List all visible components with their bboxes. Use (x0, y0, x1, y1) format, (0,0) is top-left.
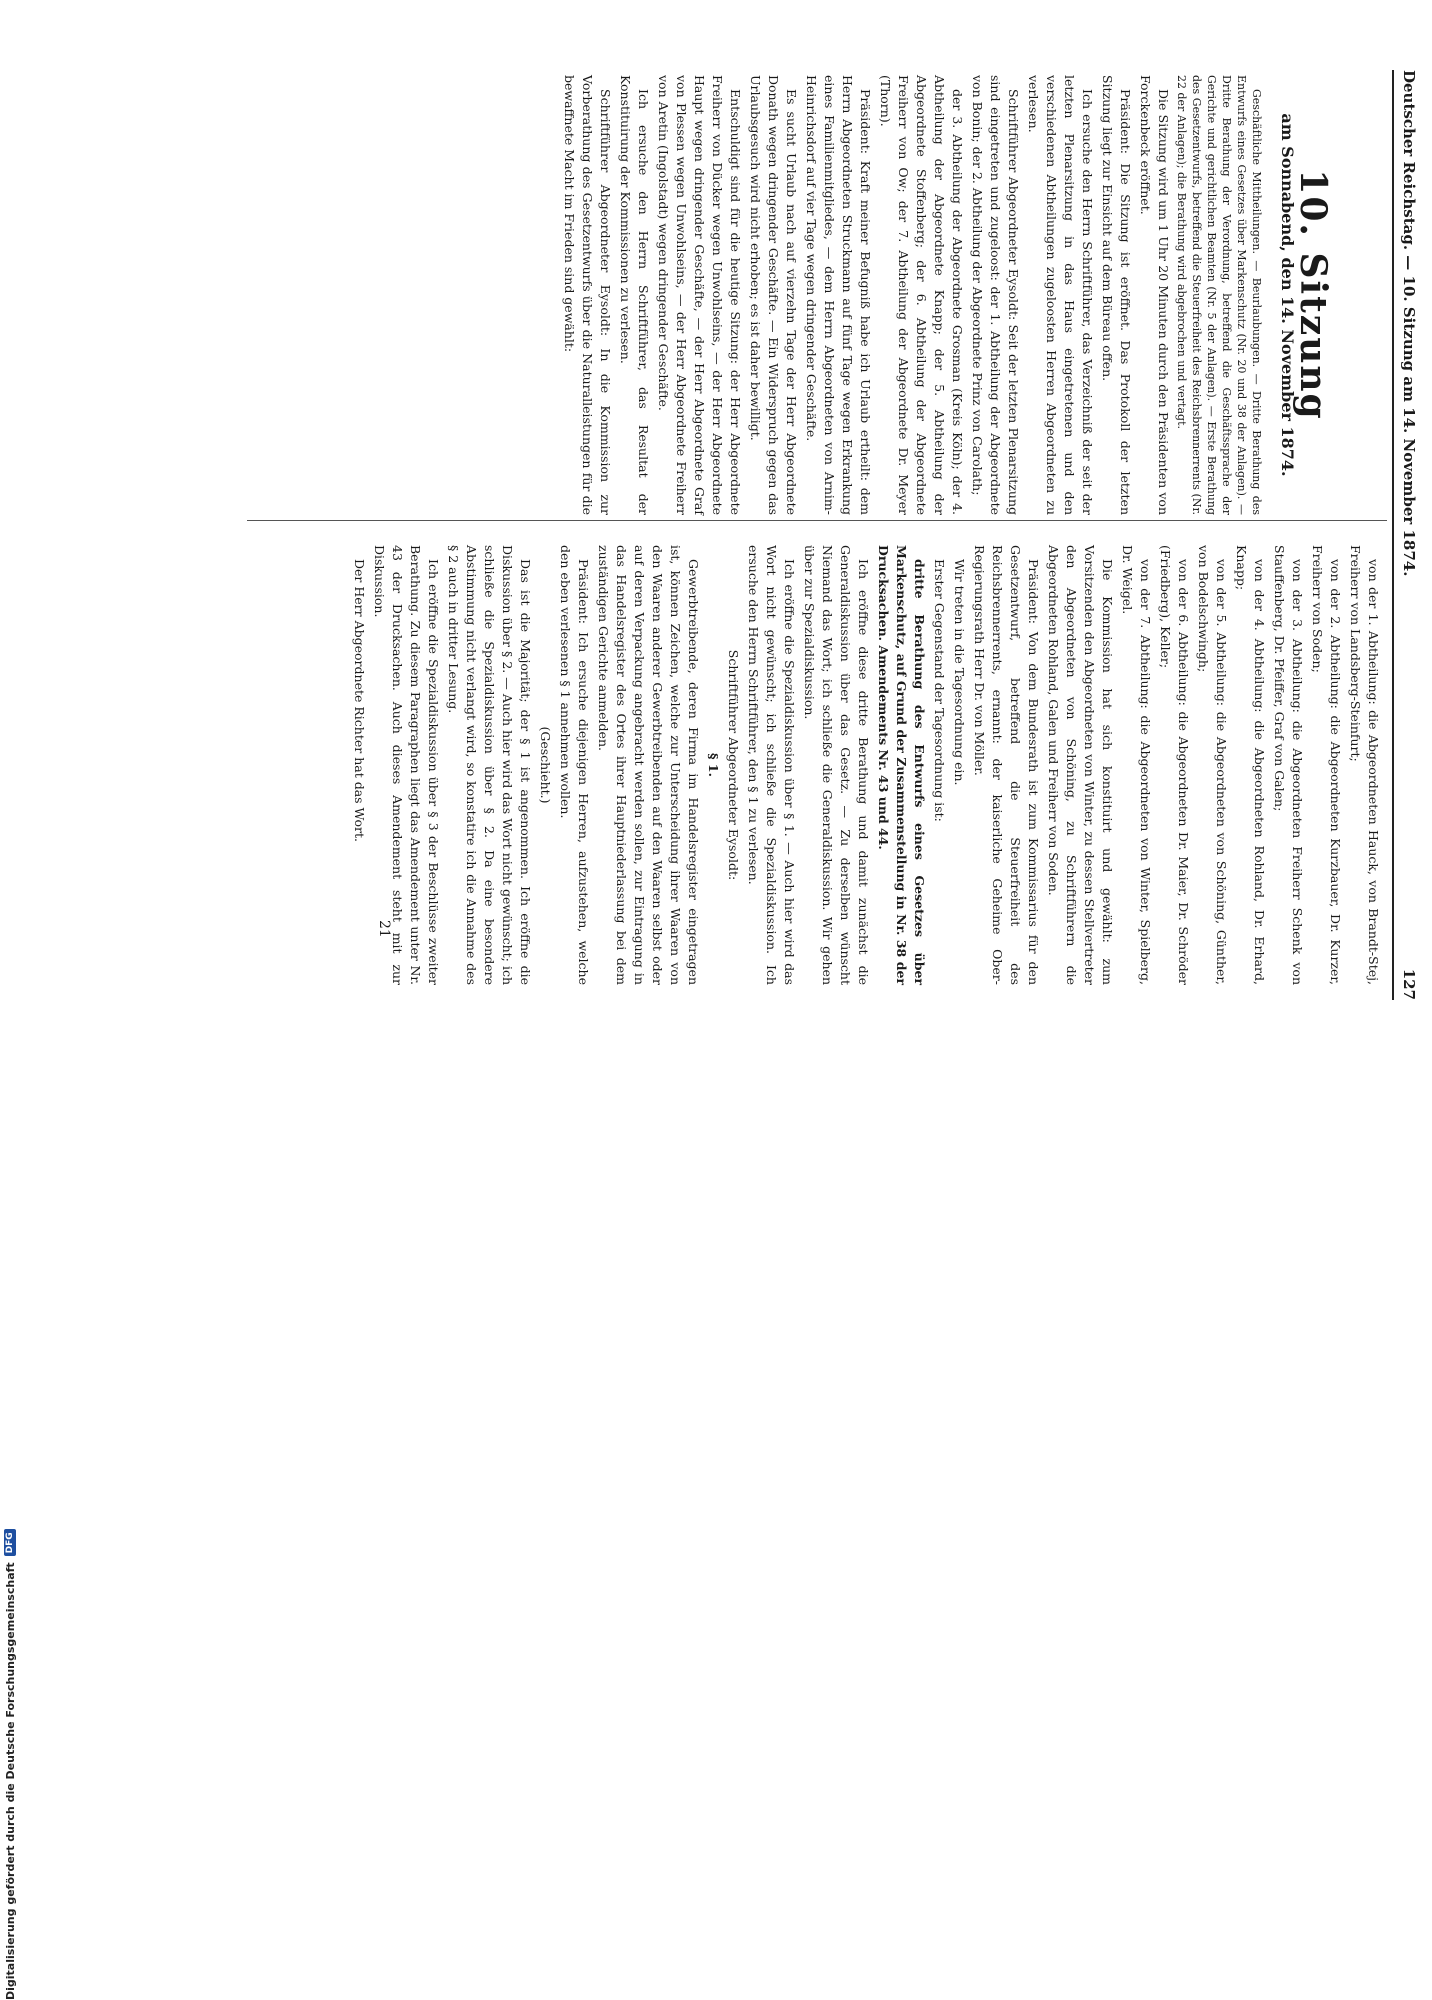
speaker-line: Schriftführer Abgeordneter Eysoldt: (726, 649, 741, 881)
paragraph: von der 5. Abtheilung: die Abgeordneten von Schöning, Günther, von Bodelschwingh; (1196, 545, 1229, 985)
paragraph: Präsident: Ich ersuche diejenigen Herren, aufzustehen, welche den eben verlesenen § 1 annehmen wollen. (558, 545, 591, 985)
section-heading: § 1. (706, 753, 721, 777)
paragraph: Entschuldigt sind für die heutige Sitzung: der Herr Abgeordnete Freiherr von Dücker wegen Unwohlseins, — der Herr Abgeordnete Haupt wegen dringender Geschäfte, — der Herr Abgeordnete Graf von Plessen wegen Unwohlseins, — der Herr Abgeordnete Freiherr von Aretin (Ingolstadt) wegen dringender Geschäfte. (656, 75, 743, 515)
paragraph: Präsident: Von dem Bundesrath ist zum Kommissarius für den Gesetzentwurf, betreffend die Steuerfreiheit des Reichsbrennerrents, ernannt: der kaiserliche Geheime Ober-Regierungsrath Herr Dr. von Möller. (972, 545, 1041, 985)
paragraph: von der 3. Abtheilung: die Abgeordneten Freiherr Schenk von Stauffenberg, Dr. Pfeiffer, Graf von Galen; (1272, 545, 1305, 985)
agenda-summary: Geschäftliche Mittheilungen. — Beurlaubungen. — Dritte Berathung des Entwurfs eines Gesetzes über Markenschutz (Nr. 20 und 38 der Anlagen). — Dritte Berathung der Verordnung, betreffend die Geschäftssprache der Gerichte und gerichtlichen Beamten (Nr. 5 der Anlagen). — Erste Berathung des Gesetzentwurfs, betreffend die Steuerfreiheit des Reichsbrennerrents (Nr. 22 der Anlagen); die Berathung wird abgebrochen und vertagt. (1175, 75, 1263, 515)
page-footer-number: 21 (376, 920, 392, 938)
session-date: am Sonnabend, den 14. November 1874. (1278, 113, 1297, 477)
paragraph: Ich ersuche den Herrn Schriftführer, das Resultat der Konstituirung der Kommissionen zu verlesen. (618, 75, 651, 515)
sponsor-text: Digitalisierung gefördert durch die Deutsche Forschungsgemeinschaft (3, 1562, 17, 2000)
dfg-logo-icon: DFG (4, 1529, 16, 1556)
paragraph: Präsident: Kraft meiner Befugniß habe ich Urlaub ertheilt: dem Herrn Abgeordneten Struckmann auf fünf Tage wegen Erkrankung eines Familienmitgliedes, — dem Herrn Abgeordneten von Arnim-Heinrichsdorf auf vier Tage wegen dringender Geschäfte. (804, 75, 873, 515)
paragraph: Ich ersuche den Herrn Schriftführer, das Verzeichniß der seit der letzten Plenarsitzung in das Haus eingetretenen und den verschiedenen Abtheilungen zugeloosten Herren Abgeordneten zu verlesen. (1026, 75, 1095, 515)
paragraph: Ich eröffne die Spezialdiskussion über § 3 der Beschlüsse zweiter Berathung. Zu diesem Paragraphen liegt das Amendement unter Nr. 43 der Drucksachen. Auch dieses Amendement steht mit zur Diskussion. (372, 545, 441, 985)
paragraph: Das ist die Majorität; der § 1 ist angenommen. Ich eröffne die Diskussion über § 2. — Auch hier wird das Wort nicht gewünscht; ich schließe die Spezialdiskussion über § 2. Da eine besondere Abstimmung nicht verlangt wird, so konstatire ich die Annahme des § 2 auch in dritter Lesung. (446, 545, 533, 985)
paragraph: Präsident: Die Sitzung ist eröffnet. Das Protokoll der letzten Sitzung liegt zur Einsicht auf dem Büreau offen. (1100, 75, 1133, 515)
paragraph: Der Herr Abgeordnete Richter hat das Wort. (352, 559, 367, 843)
paragraph: Es sucht Urlaub nach auf vierzehn Tage der Herr Abgeordnete Donath wegen dringender Geschäfte. — Ein Widerspruch gegen das Urlaubsgesuch wird nicht erhoben; es ist daher bewilligt. (748, 75, 799, 515)
paragraph: Ich eröffne diese dritte Berathung und damit zunächst die Generaldiskussion über das Gesetz. — Zu derselben wünscht Niemand das Wort; ich schließe die Generaldiskussion. Wir gehen über zur Spezialdiskussion. (802, 545, 871, 985)
running-head (1400, 70, 1418, 1000)
paragraph: Schriftführer Abgeordneter Eysoldt: In die Kommission zur Vorberathung des Gesetzentwurfs über die Naturalleistungen für die bewaffnete Macht im Frieden sind gewählt: (562, 75, 613, 515)
paragraph: Gewerbtreibende, deren Firma im Handelsregister eingetragen ist, können Zeichen, welche zur Unterscheidung ihrer Waaren von den Waaren anderer Gewerbtreibenden auf den Waaren selbst oder auf deren Verpackung angebracht werden sollen, zur Eintragung in das Handelsregister des Ortes ihrer Hauptniederlassung bei dem zuständigen Gerichte anmelden. (596, 545, 701, 985)
header-rule (1392, 70, 1394, 1000)
paragraph: Erster Gegenstand der Tagesordnung ist: (932, 559, 947, 822)
session-title: 10. Sitzung (1292, 169, 1334, 421)
right-column (348, 545, 1382, 985)
paragraph: Ich eröffne die Spezialdiskussion über § 1. — Auch hier wird das Wort nicht gewünscht; ich schließe die Spezialdiskussion. Ich ersuche den Herrn Schriftführer, den § 1 zu verlesen. (746, 545, 797, 985)
paragraph: von der 7. Abtheilung: die Abgeordneten von Winter, Spielberg, Dr. Weigel. (1120, 545, 1153, 985)
paragraph: von der 1. Abtheilung: die Abgeordneten Hauck, von Brandt-Stej, Freiherr von Landsberg-Steinfurt; (1348, 545, 1381, 985)
sponsor-note (0, 1000, 20, 2000)
paragraph: von der 2. Abtheilung: die Abgeordneten Kurzbauer, Dr. Kurzer, Freiherr von Soden; (1310, 545, 1343, 985)
paragraph: Wir treten in die Tagesordnung ein. (952, 559, 967, 786)
paragraph: Die Kommission hat sich konstituirt und gewählt: zum Vorsitzenden den Abgeordneten von Winter, zu dessen Stellvertreter den Abgeordneten von Schöning, zu Schriftführern die Abgeordneten Rohland, Galen und Freiherr von Soden. (1046, 545, 1115, 985)
paragraph: der 3. Abtheilung der Abgeordnete Grosman (Kreis Köln); der 4. Abtheilung der Abgeordnete Knapp; der 5. Abtheilung der Abgeordnete Stoffenberg; der 6. Abtheilung der Abgeordnete Freiherr von Ow; der 7. Abtheilung der Abgeordnete Dr. Meyer (Thorn). (878, 75, 965, 515)
page-number: 127 (1400, 968, 1418, 1000)
paragraph: von der 4. Abtheilung: die Abgeordneten Rohland, Dr. Erhard, Knapp; (1234, 545, 1267, 985)
paragraph: von der 6. Abtheilung: die Abgeordneten Dr. Maier, Dr. Schröder (Friedberg), Keller; (1158, 545, 1191, 985)
agenda-item: dritte Berathung des Entwurfs eines Gesetzes über Markenschutz, auf Grund der Zusammenstellung in Nr. 38 der Drucksachen. Amendements Nr. 43 und 44. (876, 545, 927, 985)
column-divider (247, 520, 1387, 521)
paragraph: Schriftführer Abgeordneter Eysoldt: Seit der letzten Plenarsitzung sind eingetreten und zugeloost: der 1. Abtheilung der Abgeordnete von Bonin; der 2. Abtheilung der Abgeordnete Prinz von Carolath; (970, 75, 1021, 515)
stage-direction: (Geschieht.) (538, 726, 553, 804)
left-column (558, 75, 1382, 515)
paragraph: Die Sitzung wird um 1 Uhr 20 Minuten durch den Präsidenten von Forckenbeck eröffnet. (1138, 75, 1171, 515)
running-head-title: Deutscher Reichstag. — 10. Sitzung am 14. November 1874. (1400, 70, 1418, 577)
